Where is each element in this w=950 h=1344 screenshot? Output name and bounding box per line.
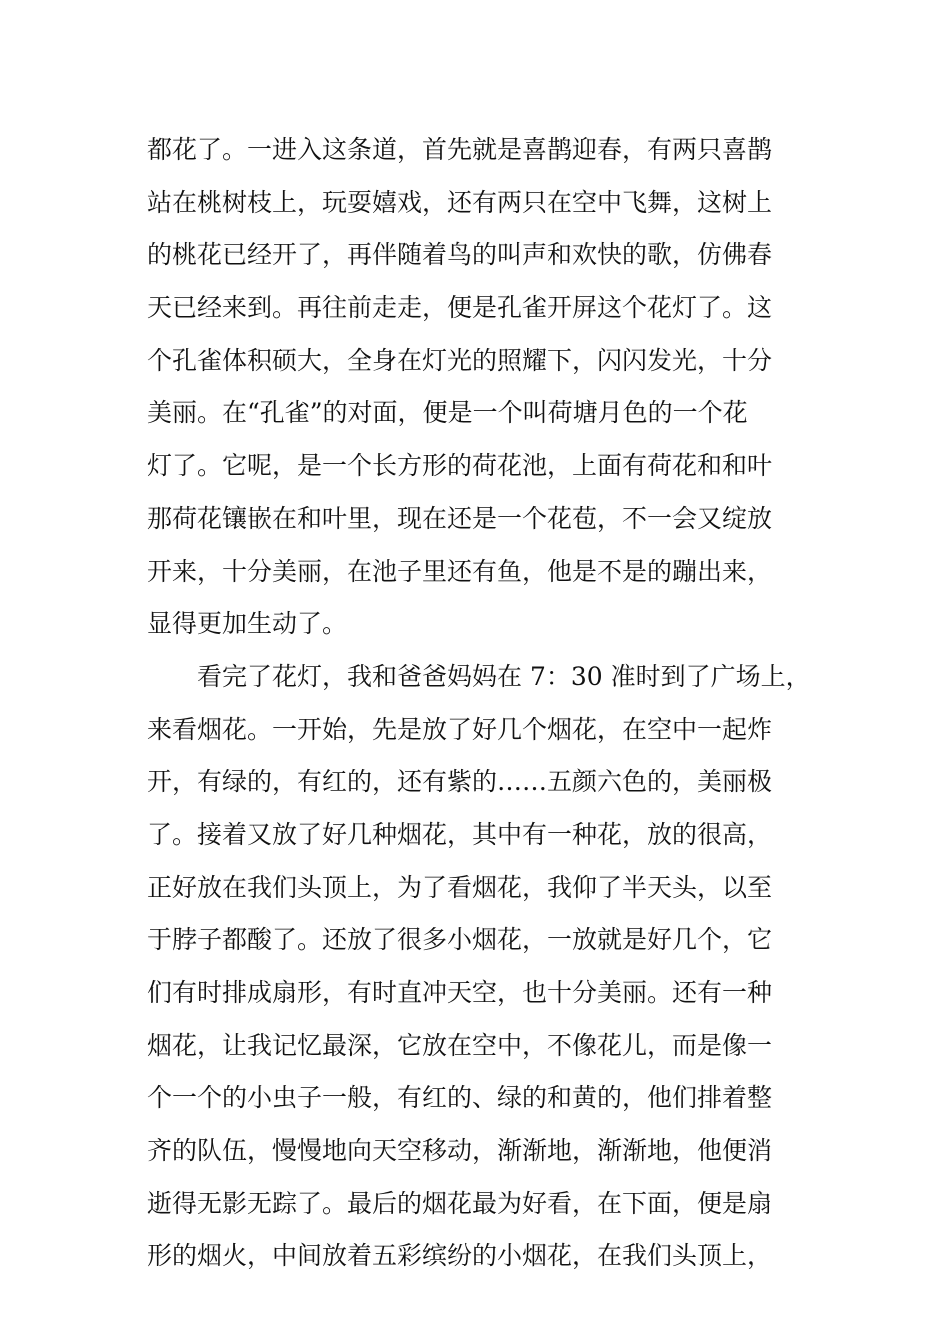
text-line: 烟花，让我记忆最深，它放在空中，不像花儿，而是像一 <box>147 1030 773 1060</box>
text-line: 个一个的小虫子一般，有红的、绿的和黄的，他们排着整 <box>147 1083 773 1113</box>
paragraph-1 <box>147 124 817 651</box>
text-line: 齐的队伍，慢慢地向天空移动，渐渐地，渐渐地，他便消 <box>147 1136 773 1166</box>
text-line: 美丽。在“孔雀”的对面，便是一个叫荷塘月色的一个花 <box>147 398 748 428</box>
text-line: 正好放在我们头顶上，为了看烟花，我仰了半天头，以至 <box>147 872 773 902</box>
text-line: 站在桃树枝上，玩耍嬉戏，还有两只在空中飞舞，这树上 <box>147 187 773 217</box>
text-line: 们有时排成扇形，有时直冲天空，也十分美丽。还有一种 <box>147 978 773 1007</box>
paragraph-2 <box>147 651 817 1283</box>
text-line: 都花了。一进入这条道，首先就是喜鹊迎春，有两只喜鹊 <box>147 135 773 164</box>
text-line-indented: 看完了花灯，我和爸爸妈妈在 7：30 准时到了广场上， <box>197 661 811 691</box>
text-line: 个孔雀体积硕大，全身在灯光的照耀下，闪闪发光，十分 <box>147 345 773 375</box>
text-line: 那荷花镶嵌在和叶里，现在还是一个花苞，不一会又绽放 <box>147 503 773 533</box>
text-line: 显得更加生动了。 <box>147 609 348 639</box>
text-line: 于脖子都酸了。还放了很多小烟花，一放就是好几个，它 <box>147 925 773 955</box>
text-line: 了。接着又放了好几种烟花，其中有一种花，放的很高， <box>147 819 773 849</box>
text-line: 的桃花已经开了，再伴随着鸟的叫声和欢快的歌，仿佛春 <box>147 240 773 270</box>
text-line: 形的烟火，中间放着五彩缤纷的小烟花，在我们头顶上， <box>147 1241 773 1271</box>
body-text <box>147 124 817 1283</box>
text-line: 开来，十分美丽，在池子里还有鱼，他是不是的蹦出来， <box>147 556 773 586</box>
text-line: 开，有绿的，有红的，还有紫的……五颜六色的，美丽极 <box>147 767 773 797</box>
text-line: 来看烟花。一开始，先是放了好几个烟花，在空中一起炸 <box>147 714 773 744</box>
text-line: 灯了。它呢，是一个长方形的荷花池，上面有荷花和和叶 <box>147 451 773 481</box>
text-line: 天已经来到。再往前走走，便是孔雀开屏这个花灯了。这 <box>147 293 773 323</box>
text-line: 逝得无影无踪了。最后的烟花最为好看，在下面，便是扇 <box>147 1188 773 1218</box>
